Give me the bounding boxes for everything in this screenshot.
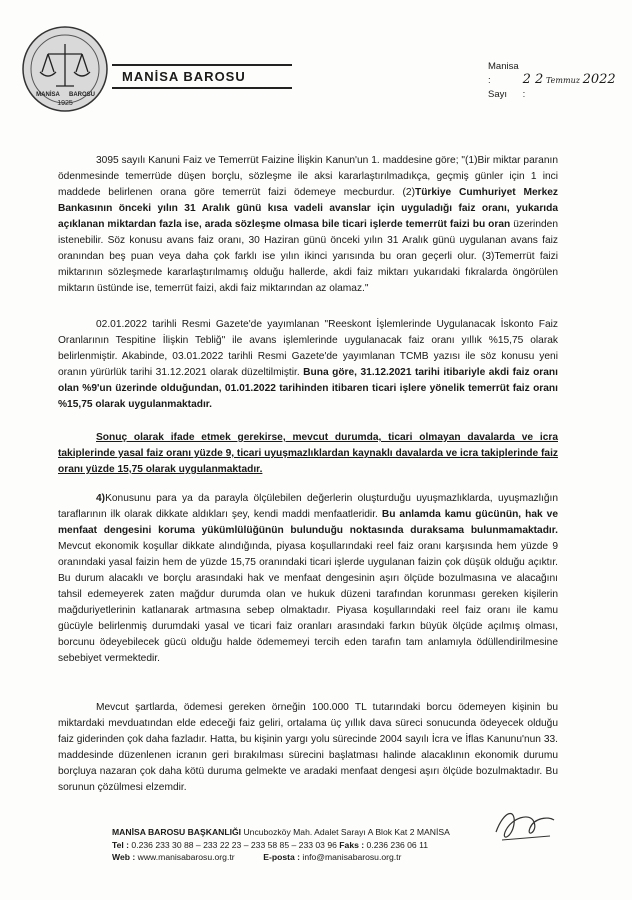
tel-label: Tel : — [112, 839, 130, 850]
place-label: Manisa : — [488, 61, 519, 86]
date-year: 2022 — [582, 72, 616, 87]
number-label: Sayı — [488, 89, 508, 100]
org-name: MANİSA BAROSU — [122, 69, 246, 84]
paragraph-text: 02.01.2022 tarihli Resmi Gazete'de yayımlanan "Reeskont İşlemlerinde Uygulanacak İskonto Faiz Oranlarının Tespitine İlişkin Tebliğ" ile avans işlemlerinde uygulanacak faiz oranı yıllık %15,75 olarak belirlenmiştir. Akabinde, 03.01.2022 tarihli Resmi Gazete'de yayımlanan TCMB yazısı ile söz konusu yeni oranın yürürlük tarihi 31.12.2021 olarak düzeltilmiştir. — [58, 319, 558, 378]
paragraph-bold-underlined-text: Sonuç olarak ifade etmek gerekirse, mevcut durumda, ticari olmayan davalarda ve icra takiplerinde yasal faiz oranı yüzde 9, ticari uyuşmazlıklardan kaynaklı davalarda ve icra takiplerinde faiz oranı yüzde 15,75 olarak uygulanmaktadır. — [58, 432, 558, 475]
letterhead-footer — [112, 826, 532, 864]
footer-address: Uncubozköy Mah. Adalet Sarayı A Blok Kat 2 MANİSA — [243, 827, 450, 837]
place-date-row — [488, 60, 616, 88]
paragraph-text: Mevcut şartlarda, ödemesi gereken örneğin 100.000 TL tutarındaki borcu ödemeyen kişinin bu miktardaki mevduatından elde edeceği faiz geliri, ortalama üç yıllık dava süreci sonucunda ödeyecek olduğu faiz giderinden çok daha fazladır. Hatta, bu kişinin yargı yolu sürecinde 2004 sayılı İcra ve İflas Kanunu'nun 33. maddesinde düzenlenen icranın geri bırakılması sürecini başlatması halinde alacaklının ekonomik durumu borçluya nazaran çok daha kötü duruma gelmekte ve aradaki menfaat dengesi aşırı ölçüde bozulmaktadır. Bu sorunun çözülmesi elzemdir. — [58, 702, 558, 793]
paragraph-conclusion — [58, 430, 558, 478]
paragraph-bold-text: Türkiye Cumhuriyet Merkez Bankasının önceki yılın 31 Aralık günü kısa vadeli avanslar için uyguladığı faiz oranı, yukarıda açıklanan miktardan fazla ise, arada sözleşme olmasa bile ticari işlerde temerrüt faizi bu oran — [58, 187, 558, 230]
footer-phone-row — [112, 839, 532, 852]
paragraph-rate-change — [58, 317, 558, 413]
paragraph-text: üzerinden istenebilir. Söz konusu avans faiz oranı, 30 Haziran günü önceki yılın 31 Aralık günü uygulanan avans faiz oranından beş puan veya daha çok farklı ise yılın ikinci yarısında bu oran geçerli olur. (3)Temerrüt faizi miktarının sözleşmede kararlaştırılmamış olduğu hallerde, akdi faiz miktarı yukarıdaki fıkralarda öngörülen miktarın üstünde ise, temerrüt faizi, akdi faiz miktarından az olamaz." — [58, 219, 558, 294]
date-day: 2 2 — [522, 72, 544, 87]
paragraph-point-4 — [58, 491, 558, 667]
point-number: 4) — [96, 493, 106, 504]
paragraph-text: Konusunu para ya da parayla ölçülebilen değerlerin oluşturduğu uyuşmazlıklarda, uyuşmazlığın taraflarının ilk olarak dikkate aldıkları şey, kendi maddi menfaatleridir. — [58, 493, 558, 520]
logo-text-left: MANİSA — [36, 92, 60, 98]
fax-label: Faks : — [339, 839, 365, 850]
number-value: : — [522, 89, 526, 100]
divider — [112, 87, 292, 89]
letterhead-brand — [112, 64, 292, 89]
paragraph-example — [58, 700, 558, 796]
paragraph-law-quote — [58, 153, 558, 297]
document-meta — [488, 60, 616, 102]
paragraph-bold-text: Buna göre, 31.12.2021 tarihi itibariyle akdi faiz oranı olan %9'un üzerinde olduğundan, 01.01.2022 tarihinden itibaren ticari işlere yönelik temerrüt faiz oranı %15,75 olarak uygulanmaktadır. — [58, 367, 558, 410]
signature — [490, 802, 560, 850]
email-label: E-posta : — [263, 852, 301, 862]
footer-org: MANİSA BAROSU BAŞKANLIĞI — [112, 827, 242, 837]
tel-value: 0.236 233 30 88 – 233 22 23 – 233 58 85 – 233 03 96 — [131, 839, 337, 850]
bar-association-logo — [20, 24, 110, 114]
footer-address-row — [112, 826, 532, 839]
logo-text-right: BAROSU — [68, 92, 96, 98]
logo-year: 1925 — [57, 100, 73, 107]
paragraph-text: 3095 sayılı Kanuni Faiz ve Temerrüt Faizine İlişkin Kanun'un 1. maddesine göre; "(1)Bir miktar paranın ödenmesinde temerrüde düşen borçlu, sözleşme ile aksi kararlaştırılmadıkça, geçmiş günler için 1 inci maddede belirlenen orana göre temerrüt faizi ödemeye mecburdur. (2) — [58, 155, 558, 198]
number-row — [488, 88, 616, 102]
paragraph-text: Mevcut ekonomik koşullar dikkate alındığında, piyasa koşullarındaki reel faiz oranı karşısında hem yüzde 9 oranındaki yasal faizin hem de yüzde 15,75 oranındaki ticari işlerde uygulanan faizin çok düşük olduğu açıktır. Bu durum alacaklı ve borçlu arasındaki hak ve menfaat dengesinin aşırı ölçüde bozulmasına ve alacağını tahsil edemeyerek zaten mağdur durumda olan ve hukuk düzeni tarafından korunması gereken kişilerin mağduriyetlerinin katlanarak artmasına sebep olmaktadır. Piyasa koşullarındaki reel faiz oranı ile kamu gücüyle belirlenmiş durumdaki yasal ve ticari faiz oranları arasındaki farkın büyük ölçüde açılmış olması, borcunu ödeyebilecek gücü olduğu halde ödememeyi tercih eden tarafın tam anlamıyla ödüllendirilmesine sebebiyet vermektedir. — [58, 541, 558, 664]
date-month: Temmuz — [545, 76, 580, 85]
web-link[interactable]: www.manisabarosu.org.tr — [137, 852, 235, 862]
email-link[interactable]: info@manisabarosu.org.tr — [302, 852, 402, 862]
web-label: Web : — [112, 852, 136, 862]
paragraph-bold-text: Bu anlamda kamu gücünün, hak ve menfaat dengesini koruma yükümlülüğünün bulunduğu noktasında duraksama bulunmamaktadır. — [58, 509, 558, 536]
footer-web-row — [112, 851, 532, 864]
fax-value: 0.236 236 06 11 — [366, 839, 429, 850]
